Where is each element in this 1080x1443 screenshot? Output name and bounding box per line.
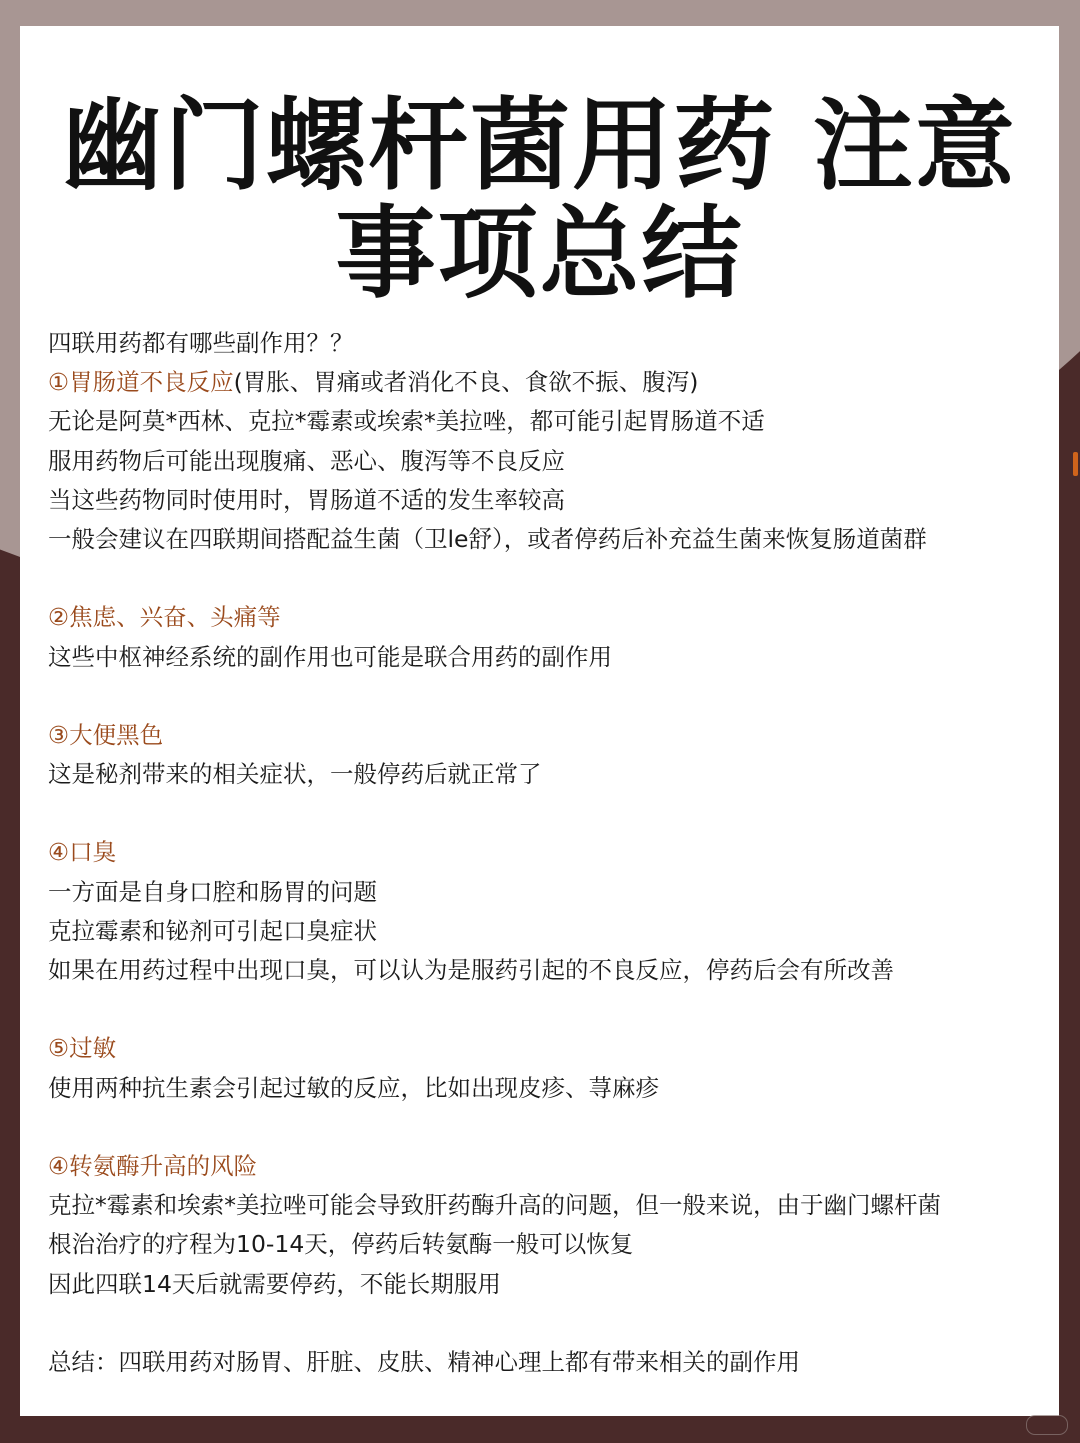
section-6-line: 根治治疗的疗程为10-14天，停药后转氨酶一般可以恢复	[48, 1230, 634, 1259]
watermark-logo	[1026, 1415, 1068, 1435]
section-2-title: ②焦虑、兴奋、头痛等	[48, 603, 281, 632]
section-4-title: ④口臭	[48, 838, 117, 867]
section-1-line: 服用药物后可能出现腹痛、恶心、腹泻等不良反应	[48, 446, 565, 475]
section-4-line: 如果在用药过程中出现口臭，可以认为是服药引起的不良反应，停药后会有所改善	[48, 956, 894, 984]
section-5-title: ⑤过敏	[48, 1034, 117, 1063]
section-6-title: ④转氨酶升高的风险	[48, 1151, 258, 1180]
article-card	[20, 26, 1059, 1416]
page-title	[20, 87, 1059, 312]
section-4-line: 克拉霉素和铋剂可引起口臭症状	[48, 916, 377, 945]
section-3-line: 这是秘剂带来的相关症状，一般停药后就正常了	[48, 760, 542, 789]
section-5-line: 使用两种抗生素会引起过敏的反应，比如出现皮疹、荨麻疹	[48, 1073, 659, 1102]
spacer	[48, 559, 1038, 598]
title-line-2: 事项总结	[335, 195, 744, 312]
spacer	[48, 1108, 1038, 1147]
section-6-line: 因此四联14天后就需要停药，不能长期服用	[48, 1269, 501, 1298]
spacer	[48, 677, 1038, 716]
article-body	[48, 324, 1038, 1382]
edge-marker	[1073, 452, 1078, 476]
section-1-heading	[48, 363, 1038, 402]
section-1-line: 当这些药物同时使用时，胃肠道不适的发生率较高	[48, 485, 565, 514]
spacer	[48, 794, 1038, 833]
section-6-line: 克拉*霉素和埃索*美拉唑可能会导致肝药酶升高的问题，但一般来说，由于幽门螺杆菌	[48, 1191, 941, 1220]
section-1-title: ①胃肠道不良反应	[48, 368, 234, 397]
summary-text: 总结：四联用药对肠胃、肝脏、皮肤、精神心理上都有带来相关的副作用	[48, 1347, 800, 1376]
intro-question: 四联用药都有哪些副作用？？	[48, 329, 354, 357]
title-line-1: 幽门螺杆菌用药 注意	[62, 87, 1017, 204]
section-3-title: ③大便黑色	[48, 720, 164, 749]
section-2-line: 这些中枢神经系统的副作用也可能是联合用药的副作用	[48, 642, 612, 671]
section-1-line: 一般会建议在四联期间搭配益生菌（卫le舒），或者停药后补充益生菌来恢复肠道菌群	[48, 524, 927, 553]
section-1-title-suffix: (胃胀、胃痛或者消化不良、食欲不振、腹泻)	[233, 368, 699, 397]
spacer	[48, 1304, 1038, 1343]
section-4-line: 一方面是自身口腔和肠胃的问题	[48, 877, 377, 906]
section-1-line: 无论是阿莫*西林、克拉*霉素或埃索*美拉唑，都可能引起胃肠道不适	[48, 407, 765, 436]
spacer	[48, 990, 1038, 1029]
